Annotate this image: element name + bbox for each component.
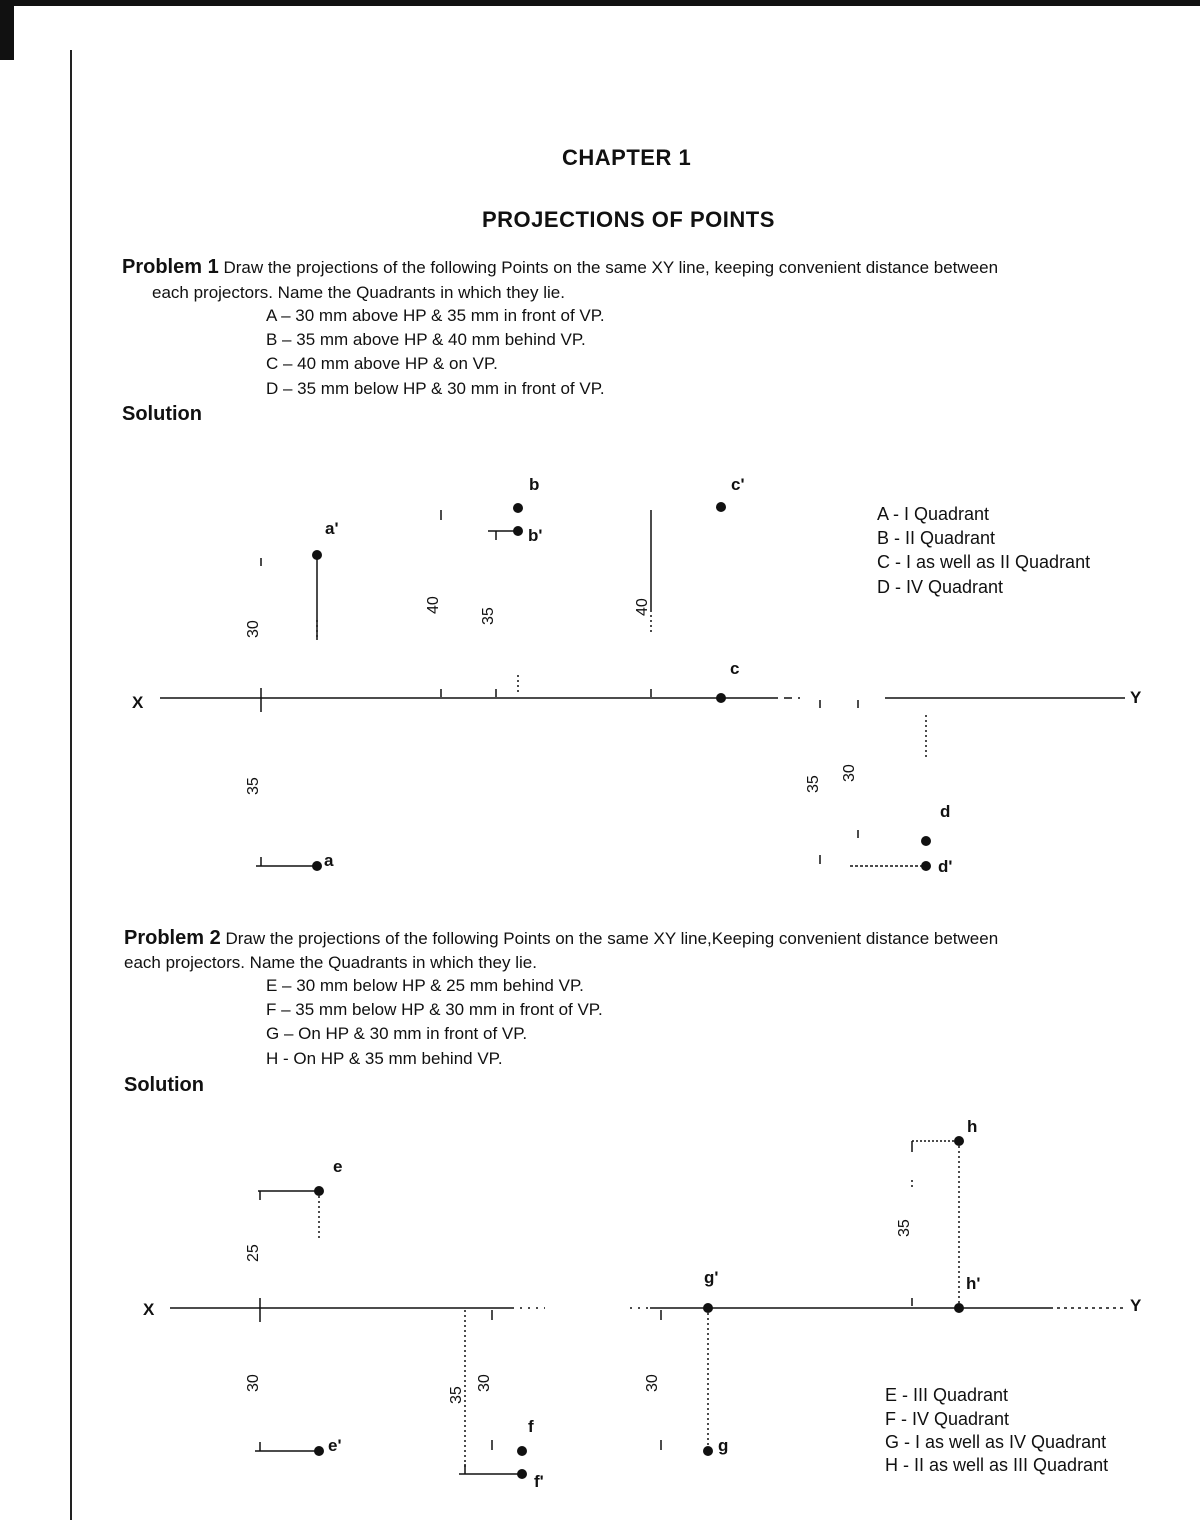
problem2-solution-label: Solution xyxy=(124,1074,204,1096)
p1-label-y: Y xyxy=(1130,688,1142,707)
problem1-text-line2: each projectors. Name the Quadrants in which they lie. xyxy=(152,283,565,302)
problem2-legend-f: F - IV Quadrant xyxy=(885,1409,1010,1429)
problem2-label: Problem 2 xyxy=(124,927,221,949)
p1-dim-30-a: 30 xyxy=(245,620,262,638)
chapter-heading: CHAPTER 1 xyxy=(562,145,692,170)
p1-label-c-top: c' xyxy=(731,475,745,494)
problem2-legend-e: E - III Quadrant xyxy=(885,1385,1009,1405)
problem1-text-line1: Draw the projections of the following Points on the same XY line, keeping convenient distance between xyxy=(223,258,999,277)
problem1-solution-label: Solution xyxy=(122,403,202,425)
p2-point-g-top xyxy=(703,1303,713,1313)
problem1-item-d: D – 35 mm below HP & 30 mm in front of VP. xyxy=(266,379,605,398)
p2-point-h-top xyxy=(954,1303,964,1313)
p2-label-g-top: g' xyxy=(704,1268,719,1287)
p2-dim-30-f: 30 xyxy=(476,1374,493,1392)
p2-point-h xyxy=(954,1136,964,1146)
p2-label-f-top: f' xyxy=(534,1472,544,1491)
p1-label-d-top: d' xyxy=(938,857,953,876)
problem2-item-f: F – 35 mm below HP & 30 mm in front of VP. xyxy=(266,1000,603,1019)
p2-dim-35-f: 35 xyxy=(448,1386,465,1404)
problem2-text-line2: each projectors. Name the Quadrants in which they lie. xyxy=(124,953,537,972)
p1-label-d: d xyxy=(940,802,951,821)
problem2-item-e: E – 30 mm below HP & 25 mm behind VP. xyxy=(266,976,584,995)
problem1-legend-c: C - I as well as II Quadrant xyxy=(877,552,1091,572)
problem1-item-c: C – 40 mm above HP & on VP. xyxy=(266,354,498,373)
p2-label-e: e xyxy=(333,1157,343,1176)
p2-dim-25-e: 25 xyxy=(245,1244,262,1262)
problem1-legend-b: B - II Quadrant xyxy=(877,528,996,548)
p2-point-e xyxy=(314,1186,324,1196)
p1-dim-30-d: 30 xyxy=(841,764,858,782)
p2-label-f: f xyxy=(528,1417,534,1436)
p1-dim-35-d: 35 xyxy=(805,775,822,793)
p1-label-c: c xyxy=(730,659,740,678)
p1-dim-35-a: 35 xyxy=(245,777,262,795)
p1-label-x: X xyxy=(132,693,144,712)
p2-point-f xyxy=(517,1446,527,1456)
p2-label-e-top: e' xyxy=(328,1436,342,1455)
p1-label-b-top: b' xyxy=(528,526,543,545)
problem1-legend-a: A - I Quadrant xyxy=(877,504,990,524)
p2-label-y: Y xyxy=(1130,1296,1142,1315)
p2-label-g: g xyxy=(718,1436,729,1455)
p2-point-f-top xyxy=(517,1469,527,1479)
p2-dim-30-e: 30 xyxy=(245,1374,262,1392)
p2-label-h-top: h' xyxy=(966,1274,981,1293)
p2-dim-30-g: 30 xyxy=(644,1374,661,1392)
problem2-legend-g: G - I as well as IV Quadrant xyxy=(885,1432,1107,1452)
problem1-item-b: B – 35 mm above HP & 40 mm behind VP. xyxy=(266,330,586,349)
p1-dim-40-c: 40 xyxy=(634,598,651,616)
page-title: PROJECTIONS OF POINTS xyxy=(482,207,775,232)
problem1-label: Problem 1 xyxy=(122,256,219,278)
p2-label-x: X xyxy=(143,1300,155,1319)
p2-point-e-top xyxy=(314,1446,324,1456)
problem2-item-g: G – On HP & 30 mm in front of VP. xyxy=(266,1024,528,1043)
p1-dim-40-b: 40 xyxy=(425,596,442,614)
problem2-text-line1: Draw the projections of the following Points on the same XY line,Keeping convenient distance between xyxy=(225,929,999,948)
problem1-legend-d: D - IV Quadrant xyxy=(877,577,1004,597)
p2-label-h: h xyxy=(967,1117,978,1136)
p1-dim-35-b: 35 xyxy=(480,607,497,625)
problem1-item-a: A – 30 mm above HP & 35 mm in front of VP. xyxy=(266,306,605,325)
p1-label-b: b xyxy=(529,475,540,494)
problem2-legend-h: H - II as well as III Quadrant xyxy=(885,1455,1109,1475)
p2-dim-35-h: 35 xyxy=(896,1219,913,1237)
p2-point-g xyxy=(703,1446,713,1456)
p1-label-a-top: a' xyxy=(325,519,339,538)
p1-label-a: a xyxy=(324,851,334,870)
problem2-item-h: H - On HP & 35 mm behind VP. xyxy=(266,1049,503,1068)
